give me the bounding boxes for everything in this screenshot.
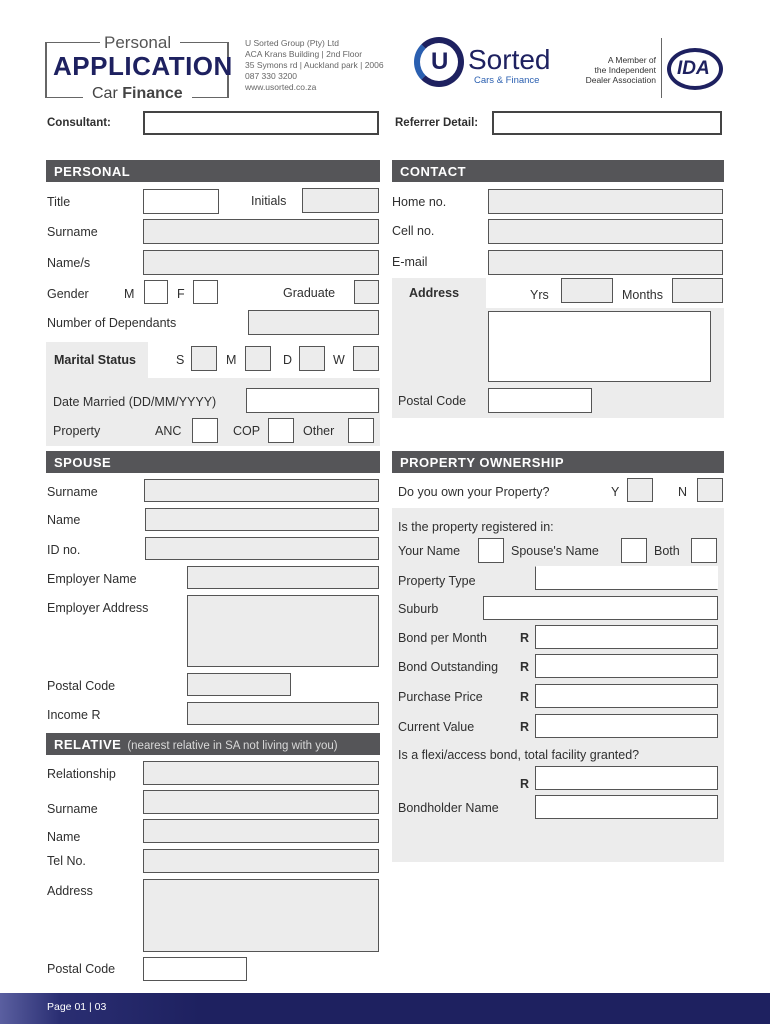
member-line: Dealer Association bbox=[585, 75, 656, 85]
date-married-label: Date Married (DD/MM/YYYY) bbox=[53, 395, 217, 409]
usorted-logo-word: Sorted bbox=[468, 44, 551, 75]
title-field[interactable] bbox=[143, 189, 219, 214]
own-n-label: N bbox=[678, 485, 688, 499]
company-line: 35 Symons rd | Auckland park | 2006 bbox=[245, 60, 384, 70]
spouse-surname-field[interactable] bbox=[144, 479, 379, 502]
spouse-id-label: ID no. bbox=[47, 543, 81, 557]
relative-section-heading bbox=[46, 733, 380, 755]
bondholder-field[interactable] bbox=[535, 795, 718, 819]
bond-outstanding-label: Bond Outstanding bbox=[398, 660, 499, 674]
employer-name-field[interactable] bbox=[187, 566, 379, 589]
footer-page-number: Page 01 | 03 bbox=[47, 1001, 107, 1013]
gender-f-label: F bbox=[177, 287, 185, 301]
contact-postal-label: Postal Code bbox=[398, 394, 467, 408]
bondholder-label: Bondholder Name bbox=[398, 801, 499, 815]
spouse-name-field[interactable] bbox=[145, 508, 379, 531]
relative-name-label: Name bbox=[47, 830, 81, 844]
spouse-postal-label: Postal Code bbox=[47, 679, 116, 693]
gender-label: Gender bbox=[47, 287, 89, 301]
suburb-field[interactable] bbox=[483, 596, 718, 620]
marital-d-checkbox[interactable] bbox=[299, 346, 325, 371]
current-value-label: Current Value bbox=[398, 720, 475, 734]
gender-f-checkbox[interactable] bbox=[193, 280, 218, 304]
employer-address-label: Employer Address bbox=[47, 601, 149, 615]
income-field[interactable] bbox=[187, 702, 379, 725]
property-type-field[interactable] bbox=[535, 566, 718, 590]
referrer-label: Referrer Detail: bbox=[395, 117, 479, 129]
title-car-finance bbox=[92, 85, 183, 103]
employer-name-label: Employer Name bbox=[47, 572, 137, 586]
own-property-label: Do you own your Property? bbox=[398, 485, 550, 499]
title-rule-bottom-right bbox=[192, 97, 228, 98]
current-value-field[interactable] bbox=[535, 714, 718, 738]
spouse-id-field[interactable] bbox=[145, 537, 379, 560]
purchase-price-label: Purchase Price bbox=[398, 690, 483, 704]
company-line: ACA Krans Building | 2nd Floor bbox=[245, 49, 363, 59]
relative-tel-field[interactable] bbox=[143, 849, 379, 873]
spouse-section-heading: SPOUSE bbox=[46, 451, 380, 473]
bond-month-r: R bbox=[520, 631, 530, 645]
cell-no-field[interactable] bbox=[488, 219, 723, 244]
property-type-label: Property Type bbox=[398, 574, 476, 588]
surname-label: Surname bbox=[47, 225, 98, 239]
title-finance: Finance bbox=[122, 85, 183, 102]
initials-field[interactable] bbox=[302, 188, 379, 213]
spouse-name-checkbox[interactable] bbox=[621, 538, 647, 563]
spouse-surname-label: Surname bbox=[47, 485, 98, 499]
registered-label: Is the property registered in: bbox=[398, 520, 554, 534]
gender-m-label: M bbox=[124, 287, 135, 301]
home-no-field[interactable] bbox=[488, 189, 723, 214]
flexi-bond-field[interactable] bbox=[535, 766, 718, 790]
company-line: 087 330 3200 bbox=[245, 71, 297, 81]
date-married-field[interactable] bbox=[246, 388, 379, 413]
usorted-logo-tagline: Cars & Finance bbox=[474, 75, 540, 86]
title-rule-top-right bbox=[180, 42, 228, 43]
own-n-checkbox[interactable] bbox=[697, 478, 723, 502]
suburb-label: Suburb bbox=[398, 602, 439, 616]
anc-checkbox[interactable] bbox=[192, 418, 218, 443]
company-line: U Sorted Group (Pty) Ltd bbox=[245, 38, 340, 48]
marital-s-label: S bbox=[176, 353, 185, 367]
title-label: Title bbox=[47, 195, 71, 209]
graduate-checkbox[interactable] bbox=[354, 280, 379, 304]
employer-address-field[interactable] bbox=[187, 595, 379, 667]
title-frame-left bbox=[45, 42, 47, 98]
member-line: A Member of bbox=[607, 55, 656, 65]
title-car: Car bbox=[92, 85, 118, 102]
ida-logo bbox=[667, 48, 723, 90]
relationship-field[interactable] bbox=[143, 761, 379, 785]
member-line: the Independent bbox=[594, 65, 656, 75]
dependants-label: Number of Dependants bbox=[47, 316, 177, 330]
marital-status-label: Marital Status bbox=[46, 342, 144, 378]
title-personal: Personal bbox=[104, 33, 172, 52]
anc-label: ANC bbox=[155, 424, 182, 438]
own-y-checkbox[interactable] bbox=[627, 478, 653, 502]
current-value-r: R bbox=[520, 720, 530, 734]
months-field[interactable] bbox=[672, 278, 723, 303]
purchase-price-r: R bbox=[520, 690, 530, 704]
relative-address-field[interactable] bbox=[143, 879, 379, 952]
dependants-field[interactable] bbox=[248, 310, 379, 335]
graduate-label: Graduate bbox=[283, 286, 336, 300]
flexi-bond-label: Is a flexi/access bond, total facility granted? bbox=[398, 748, 640, 762]
title-rule-top-left bbox=[45, 42, 100, 43]
email-field[interactable] bbox=[488, 250, 723, 275]
your-name-label: Your Name bbox=[398, 544, 461, 558]
relative-surname-label: Surname bbox=[47, 802, 98, 816]
gender-m-checkbox[interactable] bbox=[144, 280, 168, 304]
ida-logo-text: IDA bbox=[677, 58, 710, 79]
contact-section-heading: CONTACT bbox=[392, 160, 724, 182]
consultant-label: Consultant: bbox=[47, 117, 111, 129]
months-label: Months bbox=[622, 288, 663, 302]
property-label: Property bbox=[53, 424, 101, 438]
address-label: Address bbox=[409, 286, 460, 300]
relative-name-field[interactable] bbox=[143, 819, 379, 843]
spouse-postal-field[interactable] bbox=[187, 673, 291, 696]
initials-label: Initials bbox=[251, 194, 287, 208]
email-label: E-mail bbox=[392, 255, 428, 269]
other-label: Other bbox=[303, 424, 335, 438]
cop-checkbox[interactable] bbox=[268, 418, 294, 443]
bond-outstanding-r: R bbox=[520, 660, 530, 674]
referrer-field[interactable] bbox=[492, 111, 722, 135]
names-field[interactable] bbox=[143, 250, 379, 275]
marital-m-checkbox[interactable] bbox=[245, 346, 271, 371]
other-checkbox[interactable] bbox=[348, 418, 374, 443]
bond-outstanding-field[interactable] bbox=[535, 654, 718, 678]
bond-month-label: Bond per Month bbox=[398, 631, 487, 645]
relative-tel-label: Tel No. bbox=[47, 854, 86, 868]
relative-postal-label: Postal Code bbox=[47, 962, 116, 976]
title-rule-bottom-left bbox=[45, 97, 83, 98]
yrs-label: Yrs bbox=[530, 288, 549, 302]
spouse-name-option-label: Spouse's Name bbox=[511, 544, 599, 558]
own-y-label: Y bbox=[611, 485, 620, 499]
purchase-price-field[interactable] bbox=[535, 684, 718, 708]
consultant-field[interactable] bbox=[143, 111, 379, 135]
surname-field[interactable] bbox=[143, 219, 379, 244]
spouse-name-label: Name bbox=[47, 513, 81, 527]
company-line: www.usorted.co.za bbox=[245, 82, 317, 92]
contact-postal-field[interactable] bbox=[488, 388, 592, 413]
marital-w-label: W bbox=[333, 353, 345, 367]
usorted-logo-letter: U bbox=[431, 48, 449, 75]
marital-s-checkbox[interactable] bbox=[191, 346, 217, 371]
relative-heading-note: (nearest relative in SA not living with you) bbox=[127, 740, 338, 752]
bond-month-field[interactable] bbox=[535, 625, 718, 649]
title-application: APPLICATION bbox=[53, 51, 233, 81]
income-label: Income R bbox=[47, 708, 101, 722]
personal-section-heading: PERSONAL bbox=[46, 160, 380, 182]
flexi-bond-r: R bbox=[520, 777, 530, 791]
relative-postal-field[interactable] bbox=[143, 957, 247, 981]
your-name-checkbox[interactable] bbox=[478, 538, 504, 563]
ida-member-text bbox=[560, 55, 656, 85]
ownership-section-heading: PROPERTY OWNERSHIP bbox=[392, 451, 724, 473]
marital-w-checkbox[interactable] bbox=[353, 346, 379, 371]
address-field[interactable] bbox=[488, 311, 711, 382]
both-checkbox[interactable] bbox=[691, 538, 717, 563]
cell-no-label: Cell no. bbox=[392, 224, 435, 238]
home-no-label: Home no. bbox=[392, 195, 447, 209]
yrs-field[interactable] bbox=[561, 278, 613, 303]
names-label: Name/s bbox=[47, 256, 91, 270]
both-label: Both bbox=[654, 544, 680, 558]
relative-surname-field[interactable] bbox=[143, 790, 379, 814]
cop-label: COP bbox=[233, 424, 261, 438]
relative-heading-text: RELATIVE bbox=[54, 737, 122, 752]
marital-m-label: M bbox=[226, 353, 237, 367]
relationship-label: Relationship bbox=[47, 767, 116, 781]
company-details bbox=[245, 38, 384, 93]
ida-divider bbox=[661, 38, 662, 98]
footer-bar bbox=[0, 993, 770, 1024]
relative-address-label: Address bbox=[47, 884, 93, 898]
marital-d-label: D bbox=[283, 353, 293, 367]
